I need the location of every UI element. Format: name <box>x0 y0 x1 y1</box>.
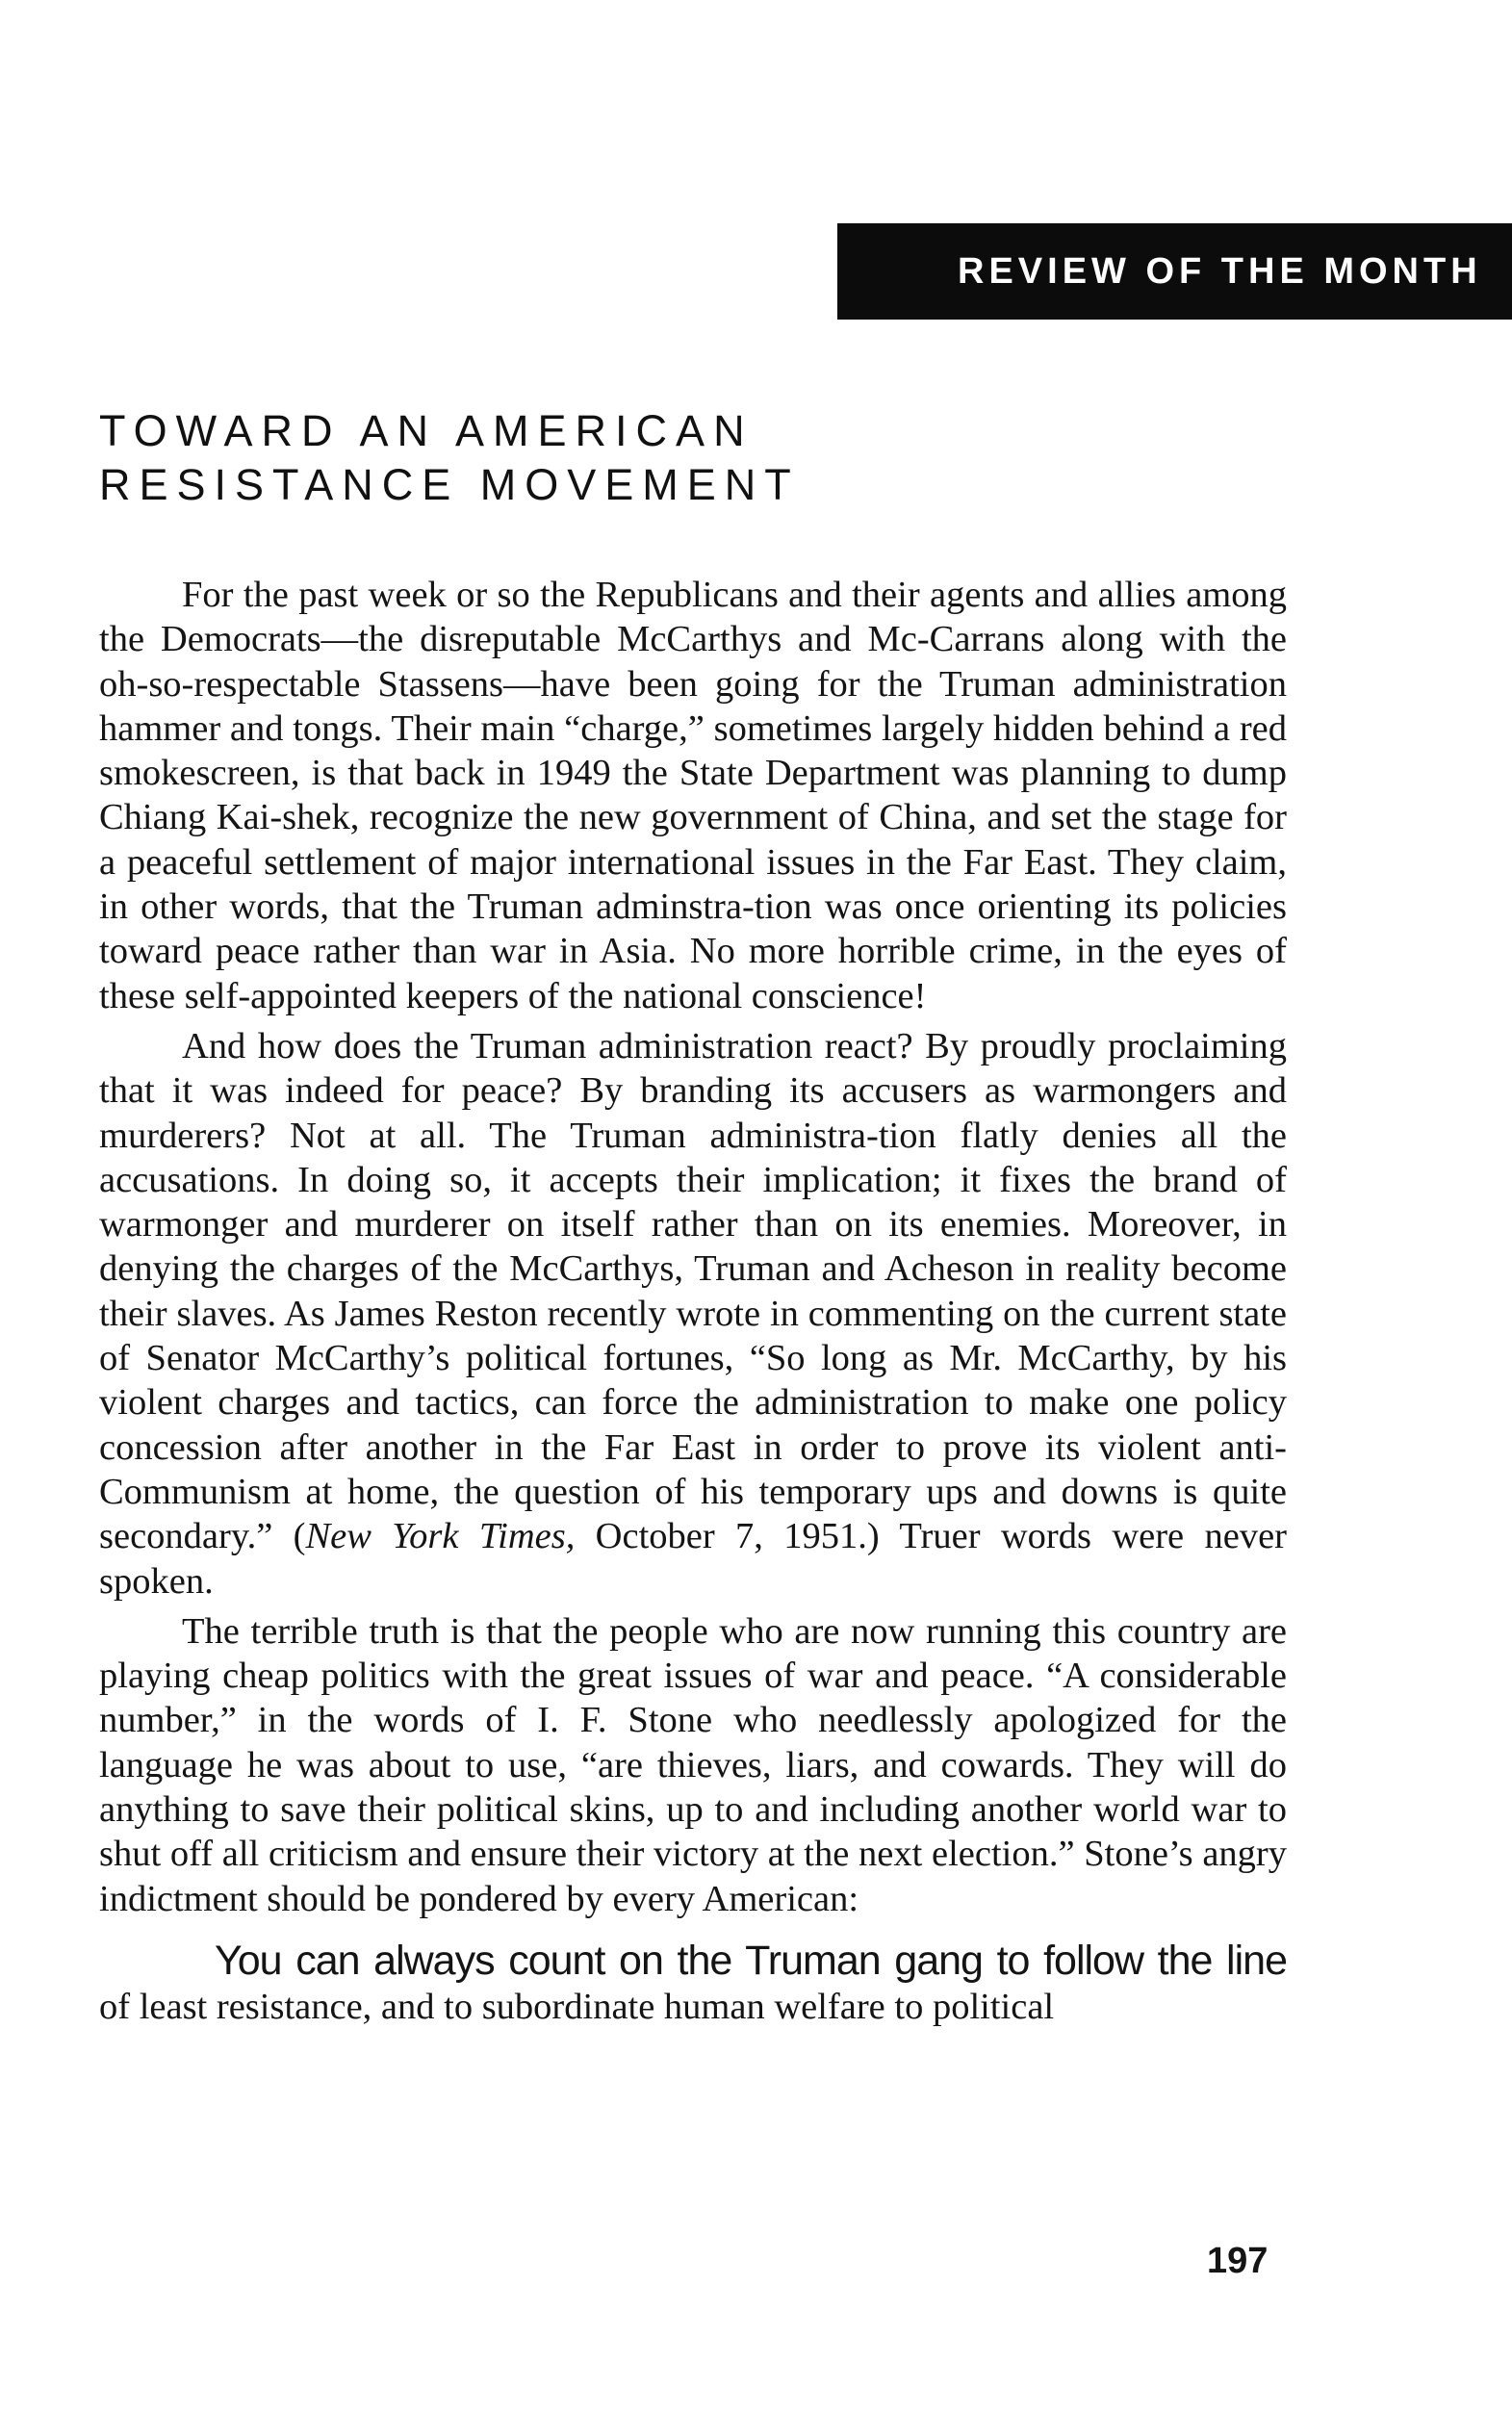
citation-newspaper: New York Times, <box>305 1516 576 1557</box>
paragraph-2-tail: October 7, 1951.) Truer words were never spoken. <box>99 1516 1288 1602</box>
article-title-line-1: TOWARD AN AMERICAN <box>99 406 754 455</box>
paragraph-1: For the past week or so the Republicans and their agents and allies among the Democrats—the disreputable McCarthys and Mc-Carrans along with the oh-so-respectable Stassens—have been going for the Truman administration hammer and tongs. Their main “charge,” sometimes largely hidden behind a red smokescreen, is that back in 1949 the State Department was planning to dump Chiang Kai-shek, recognize the new government of China, and set the stage for a peaceful settlement of major international issues in the Far East. They claim, in other words, that the Truman adminstra-tion was once orienting its policies toward peace rather than war in Asia. No more horrible crime, in the eyes of these self-appointed keepers of the national conscience! <box>99 575 1287 1016</box>
article-title <box>99 404 800 512</box>
block-quote-rest: of least resistance, and to subordinate human welfare to political <box>99 1986 1055 2027</box>
block-quote-lead: You can always count on the Truman gang to follow the line <box>215 1937 1287 1984</box>
section-banner <box>837 223 1512 320</box>
page-number: 197 <box>1207 2241 1269 2281</box>
section-label: REVIEW OF THE MONTH <box>958 250 1482 292</box>
paragraph-3: The terrible truth is that the people who are now running this country are playing cheap politics with the great issues of war and peace. “A considerable number,” in the words of I. F. Stone who needlessly apologized for the language he was about to use, “are thieves, liars, and cowards. They will do anything to save their political skins, up to and including another world war to shut off all criticism and ensure their victory at the next election.” Stone’s angry indictment should be pondered by every American: <box>99 1610 1287 1919</box>
block-quote <box>99 1939 1287 2029</box>
paragraph-2-text: And how does the Truman administration react? By proudly proclaiming that it was indeed for peace? By branding its accusers as warmongers and murderers? Not at all. The Truman administra-tion flatly denies all the accusations. In doing so, it accepts their implication; it fixes the brand of warmonger and murderer on itself rather than on its enemies. Moreover, in denying the charges of the McCarthys, Truman and Acheson in reality become their slaves. As James Reston recently wrote in commenting on the current state of Senator McCarthy’s political fortunes, “So long as Mr. McCarthy, by his violent charges and tactics, can force the administration to make one policy concession after another in the Far East in order to prove its violent anti-Communism at home, the question of his temporary ups and downs is quite secondary.” ( <box>99 1025 1287 1557</box>
article-body <box>99 573 1287 2029</box>
paragraph-2 <box>99 1024 1287 1604</box>
article-title-line-2: RESISTANCE MOVEMENT <box>99 460 800 509</box>
